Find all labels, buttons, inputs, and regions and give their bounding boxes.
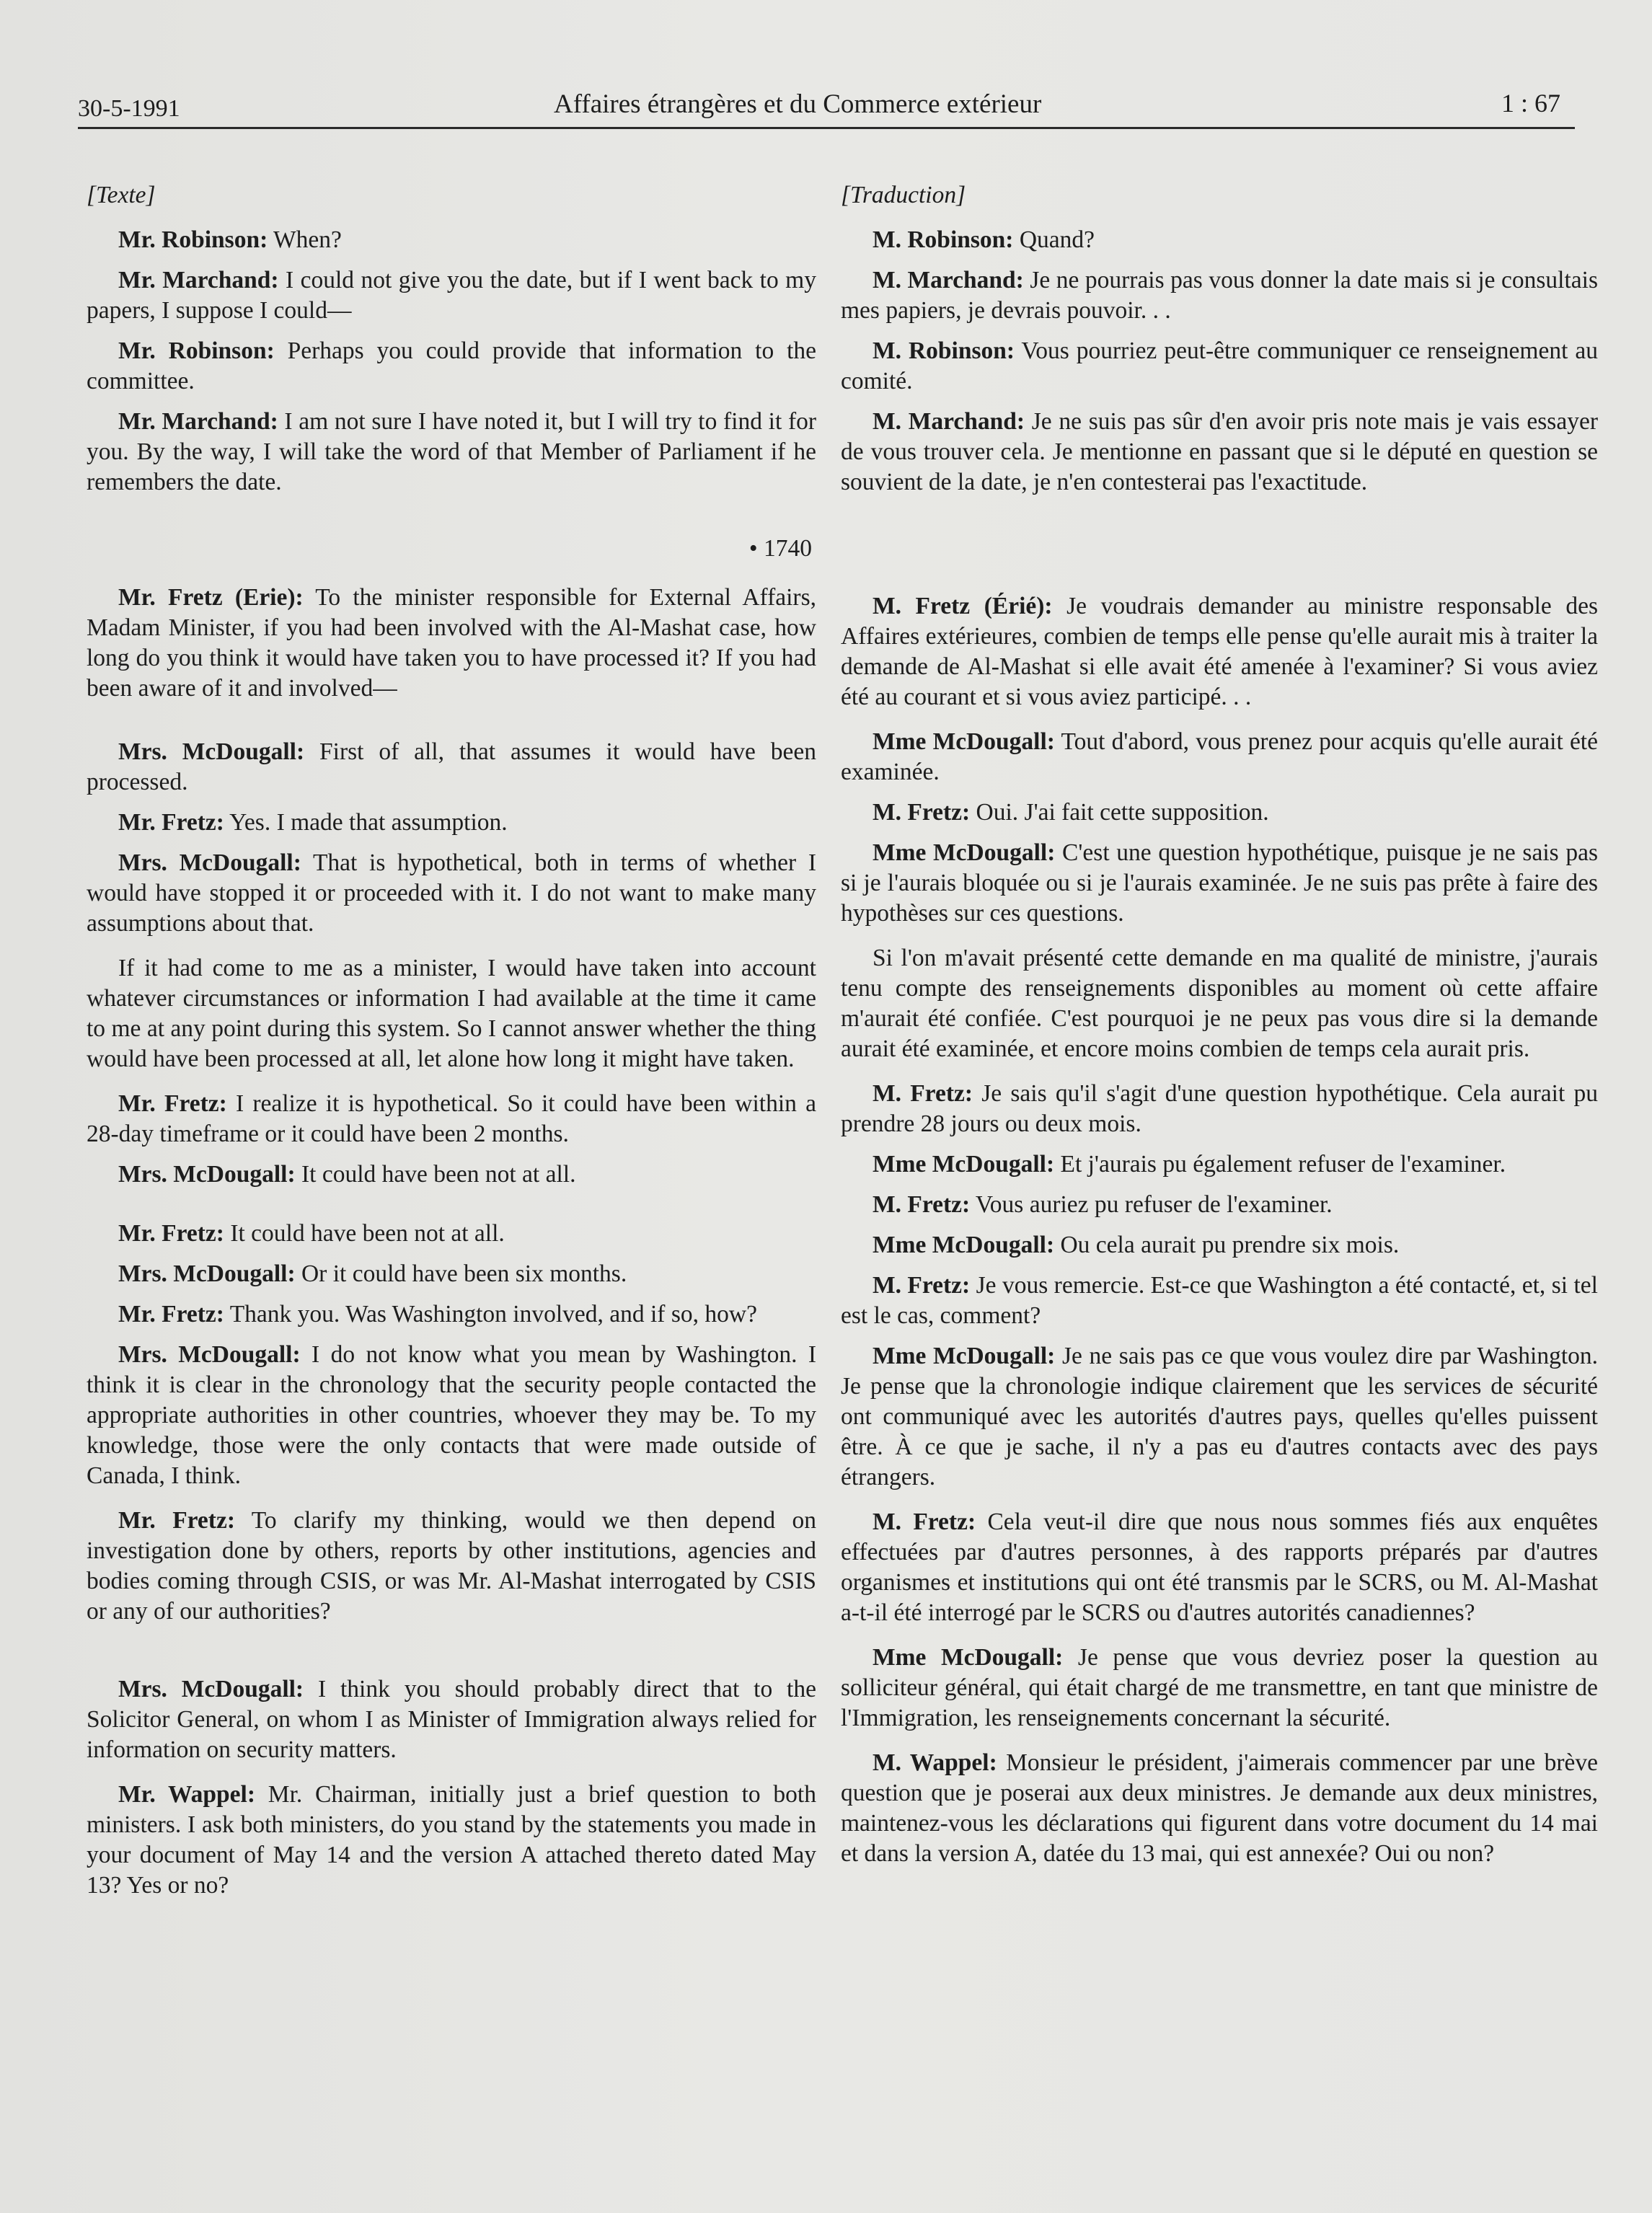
speech-text: Vous auriez pu refuser de l'examiner. [970,1191,1333,1218]
speaker-name: M. Fretz: [873,1509,976,1535]
paragraph [87,848,816,939]
paragraph [841,1230,1598,1260]
speaker-name: Mr. Fretz: [118,1301,224,1328]
paragraph [87,336,816,397]
speech-text: To the minister responsible for External Affairs, Madam Minister, if you had been involved with the Al-Mashat case, how long do you think it would have taken you to have processed it? If you had been aware of it and involved— [87,584,816,702]
section-label-texte: [Texte] [87,182,156,208]
speech-text: Je ne sais pas ce que vous voulez dire par Washington. Je pense que la chronologie indique clairement que les services de sécurité ont communiqué avec les autorités d'autres pays, quelles qu'elles puissent être. À ce que je sache, il n'y a pas eu d'autres contacts avec des pays étrangers. [841,1343,1598,1490]
paragraph [87,953,816,1074]
speaker-name: Mr. Marchand: [118,408,278,435]
speaker-name: Mme McDougall: [873,1644,1064,1671]
speaker-name: M. Fretz: [873,799,971,826]
speech-text: Mr. Chairman, initially just a brief question to both ministers. I ask both ministers, do you stand by the statements you made in your document of May 14 and the version A attached thereto dated May 13? Yes or no? [87,1781,816,1899]
paragraph [87,808,816,838]
paragraph [841,943,1598,1064]
paragraph [841,798,1598,828]
speaker-name: M. Wappel: [873,1749,997,1776]
speaker-name: Mme McDougall: [873,728,1055,755]
speaker-name: Mrs. McDougall: [118,1161,296,1188]
speech-text: To clarify my thinking, would we then depend on investigation done by others, reports by other institutions, agencies and bodies coming through CSIS, or was Mr. Al-Mashat interrogated by CSIS or any of our authorities? [87,1507,816,1625]
speaker-name: M. Robinson: [873,226,1014,253]
speaker-name: Mr. Fretz: [118,1090,227,1117]
speech-text: C'est une question hypothétique, puisque je ne sais pas si je l'aurais bloquée ou si je l'aurais examinée. Je ne suis pas prête à faire des hypothèses sur ces questions. [841,839,1598,927]
french-column [841,180,1598,1883]
paragraph [841,1507,1598,1628]
speech-text: I could not give you the date, but if I went back to my papers, I suppose I could— [87,267,816,324]
speaker-name: Mr. Robinson: [118,226,268,253]
speaker-name: Mr. Fretz: [118,809,224,836]
header-title: Affaires étrangères et du Commerce extérieur [554,89,1042,119]
speaker-name: Mme McDougall: [873,839,1056,866]
speech-text: I think you should probably direct that to the Solicitor General, on whom I as Minister of Immigration always relied for information on security matters. [87,1676,816,1763]
paragraph [841,1079,1598,1139]
speech-text: I am not sure I have noted it, but I will try to find it for you. By the way, I will take the word of that Member of Parliament if he remembers the date. [87,408,816,495]
speaker-name: M. Robinson: [873,337,1015,364]
speaker-name: Mme McDougall: [873,1232,1055,1258]
paragraph [841,1643,1598,1733]
speaker-name: Mr. Fretz (Erie): [118,584,304,611]
speaker-name: Mme McDougall: [873,1343,1056,1369]
speaker-name: Mrs. McDougall: [118,738,305,765]
paragraph [841,1190,1598,1220]
speech-text: I do not know what you mean by Washington. I think it is clear in the chronology that the security people contacted the appropriate authorities in other countries, whoever they may be. To my knowledge, those were the only contacts that were made outside of Canada, I think. [87,1341,816,1489]
speech-text: Je voudrais demander au ministre responsable des Affaires extérieures, combien de temps elle pense qu'elle aurait mis à traiter la demande de Al-Mashat si elle avait été amenée à l'examiner? Si vous aviez été au courant et si vous aviez participé. . . [841,593,1598,710]
speech-text: Yes. I made that assumption. [224,809,508,836]
paragraph [87,1340,816,1491]
speaker-name: M. Marchand: [873,267,1024,293]
speech-text: That is hypothetical, both in terms of whether I would have stopped it or proceeded with it. I do not want to make many assumptions about that. [87,849,816,937]
speech-text: It could have been not at all. [224,1220,505,1247]
paragraph [87,1299,816,1330]
time-marker: • 1740 [748,535,812,562]
speech-text: Oui. J'ai fait cette supposition. [970,799,1269,826]
paragraph [87,1506,816,1627]
paragraph [841,1341,1598,1493]
speech-text: Quand? [1013,226,1095,253]
header-date: 30-5-1991 [78,95,180,122]
speech-text: Si l'on m'avait présenté cette demande en ma qualité de ministre, j'aurais tenu compte des renseignements disponibles au moment où cette affaire m'aurait été confiée. C'est pourquoi je ne peux pas vous dire si la demande aurait été examinée, et encore moins combien de temps cela aurait pris. [841,945,1598,1062]
speech-text: I realize it is hypothetical. So it could have been within a 28-day timeframe or it could have been 2 months. [87,1090,816,1147]
speech-text: Cela veut-il dire que nous nous sommes fiés aux enquêtes effectuées par d'autres personnes, à des rapports préparés par d'autres organismes et institutions qui ont été transmis par le SCRS, ou M. Al-Mashat a-t-il été interrogé par le SCRS ou d'autres autorités canadiennes? [841,1509,1598,1626]
speech-text: If it had come to me as a minister, I would have taken into account whatever circumstances or information I had available at the time it came to me at any point during this system. So I cannot answer whether the thing would have been processed at all, let alone how long it might have taken. [87,955,816,1072]
speech-text: It could have been not at all. [295,1161,576,1188]
page-number: 1 : 67 [1501,89,1560,118]
section-label-traduction: [Traduction] [841,182,966,208]
paragraph [841,265,1598,326]
speech-text: Je vous remercie. Est-ce que Washington a été contacté, et, si tel est le cas, comment? [841,1272,1598,1329]
speaker-name: Mr. Fretz: [118,1507,235,1534]
speaker-name: Mr. Robinson: [118,337,275,364]
speaker-name: M. Fretz: [873,1272,971,1299]
speech-text: Tout d'abord, vous prenez pour acquis qu'elle aurait été examinée. [841,728,1598,785]
speech-text: Ou cela aurait pu prendre six mois. [1054,1232,1400,1258]
speech-text: Perhaps you could provide that information to the committee. [87,337,817,394]
speaker-name: Mrs. McDougall: [118,1676,304,1702]
paragraph [87,1159,816,1190]
paragraph [87,1089,816,1149]
speech-text: Je ne suis pas sûr d'en avoir pris note mais je vais essayer de vous trouver cela. Je mentionne en passant que si le député en question se souvient de la date, je n'en contesterai pas l'exactitude. [841,408,1598,495]
speech-text: Or it could have been six months. [295,1260,627,1287]
speaker-name: M. Fretz: [873,1080,973,1107]
paragraph [87,583,816,704]
speaker-name: Mrs. McDougall: [118,1341,301,1368]
speaker-name: Mme McDougall: [873,1151,1055,1178]
paragraph [87,737,816,798]
paragraph [87,1674,816,1765]
speaker-name: Mr. Wappel: [118,1781,255,1808]
paragraph [841,1748,1598,1869]
paragraph [841,407,1598,498]
speech-text: Thank you. Was Washington involved, and if so, how? [224,1301,757,1328]
paragraph [841,1149,1598,1180]
speaker-name: Mrs. McDougall: [118,1260,296,1287]
paragraph [87,407,816,498]
paragraph [841,838,1598,929]
paragraph [87,1219,816,1249]
speaker-name: Mr. Fretz: [118,1220,224,1247]
paragraph [87,1259,816,1289]
paragraph [841,225,1598,255]
speech-text: First of all, that assumes it would have been processed. [87,738,817,795]
paragraph [87,265,816,326]
speech-text: Et j'aurais pu également refuser de l'examiner. [1054,1151,1506,1178]
speaker-name: M. Fretz (Érié): [873,593,1053,619]
paragraph [87,225,816,255]
paragraph [841,591,1598,712]
speaker-name: M. Marchand: [873,408,1025,435]
speech-text: Monsieur le président, j'aimerais commencer par une brève question que je poserai aux deux ministres. Je demande aux deux ministres, maintenez-vous les déclarations qui figurent dans votre document du 14 mai et dans la version A, datée du 13 mai, qui est annexée? Oui ou non? [841,1749,1598,1867]
speaker-name: Mr. Marchand: [118,267,279,293]
speech-text: Vous pourriez peut-être communiquer ce renseignement au comité. [841,337,1598,394]
speech-text: Je ne pourrais pas vous donner la date mais si je consultais mes papiers, je devrais pouvoir. . . [841,267,1598,324]
speaker-name: Mrs. McDougall: [118,849,301,876]
speaker-name: M. Fretz: [873,1191,971,1218]
english-column [87,180,816,1915]
speech-text: Je sais qu'il s'agit d'une question hypothétique. Cela aurait pu prendre 28 jours ou deux mois. [841,1080,1598,1137]
speech-text: Je pense que vous devriez poser la question au solliciteur général, qui était chargé de me transmettre, en tant que ministre de l'Immigration, les renseignements concernant la sécurité. [841,1644,1598,1731]
paragraph [841,336,1598,397]
paragraph [841,727,1598,787]
page-header [78,69,1575,129]
speech-text: When? [268,226,342,253]
paragraph [87,1780,816,1901]
paragraph [841,1271,1598,1331]
